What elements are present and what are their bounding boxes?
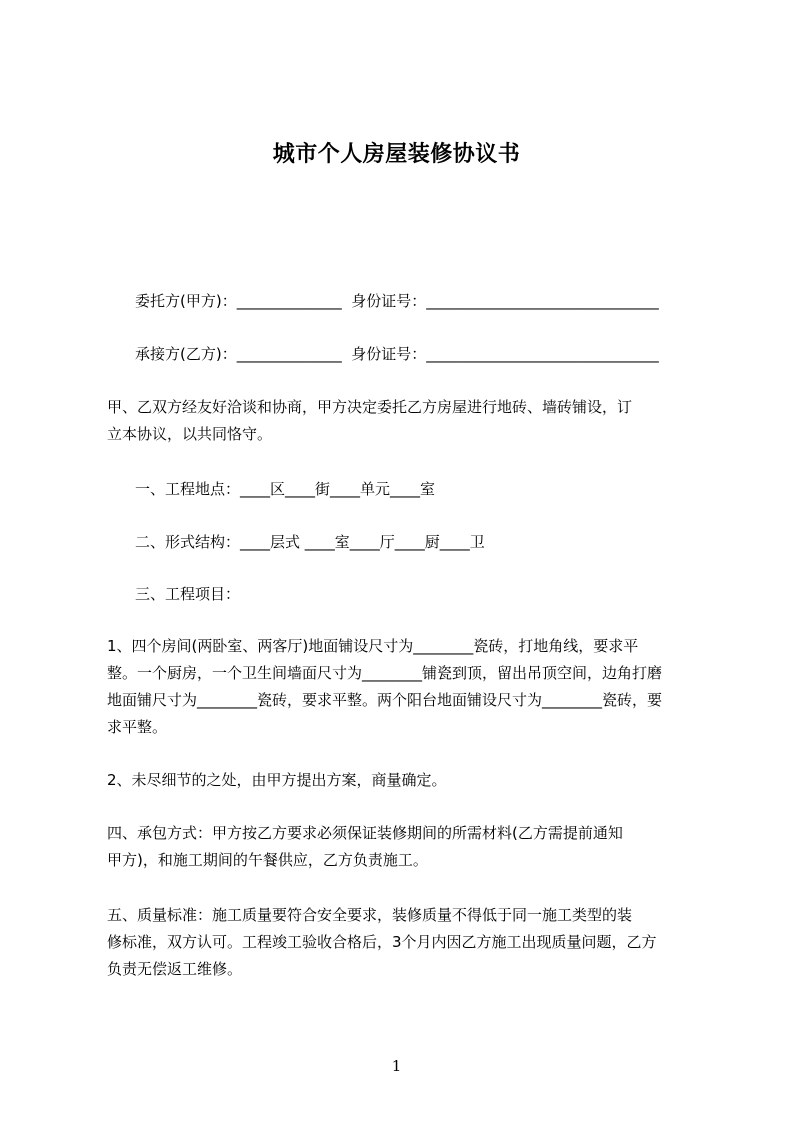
party-a-line: 委托方(甲方)：______________ 身份证号：_______________________________	[135, 292, 659, 310]
item-2-paragraph: 2、未尽细节的之处，由甲方提出方案，商量确定。	[107, 771, 447, 789]
page-number: 1	[391, 1057, 402, 1075]
section-structure: 二、形式结构：____层式 ____室____厅____厨____卫	[135, 533, 485, 551]
document-title: 城市个人房屋装修协议书	[272, 142, 521, 167]
section-contract-method: 四、承包方式：甲方按乙方要求必须保证装修期间的所需材料(乙方需提前通知 甲方)，和施工期间的午餐供应，乙方负责施工。	[107, 824, 623, 869]
section-location: 一、工程地点：____区____街____单元____室	[135, 480, 436, 498]
item-1-paragraph: 1、四个房间(两卧室、两客厅)地面铺设尺寸为________瓷砖，打地角线，要求平 整。一个厨房，一个卫生间墙面尺寸为________铺瓷到顶，留出吊顶空间，边角打磨 地面铺尺寸为________瓷砖，要求平整。两个阳台地面铺设尺寸为________瓷砖，要 求平整。	[107, 637, 663, 736]
section-quality-standard: 五、质量标准：施工质量要符合安全要求，装修质量不得低于同一施工类型的装 修标准，双方认可。工程竣工验收合格后，3个月内因乙方施工出现质量问题，乙方 负责无偿返工维修。	[107, 906, 657, 978]
section-items-heading: 三、工程项目：	[135, 585, 241, 603]
party-b-line: 承接方(乙方)：______________ 身份证号：_______________________________	[135, 345, 659, 363]
intro-paragraph: 甲、乙双方经友好洽谈和协商，甲方决定委托乙方房屋进行地砖、墙砖铺设，订 立本协议，以共同恪守。	[107, 398, 633, 443]
